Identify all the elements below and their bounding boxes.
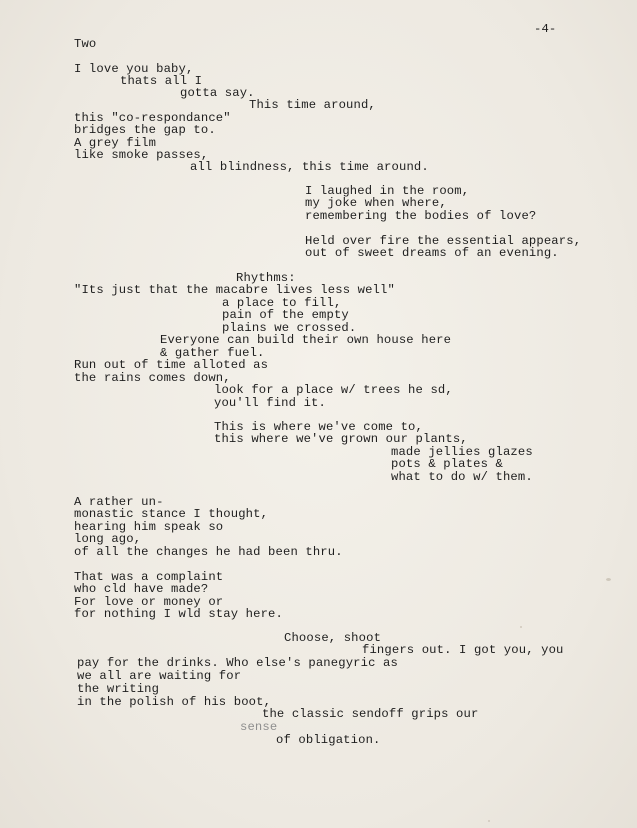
poem-line: who cld have made? <box>74 582 209 596</box>
poem-line: you'll find it. <box>214 396 326 410</box>
poem-line: Rhythms: <box>236 271 296 285</box>
poem-line: what to do w/ them. <box>391 470 533 484</box>
poem-line: of obligation. <box>276 733 381 747</box>
poem-line: a place to fill, <box>222 296 342 310</box>
poem-line: That was a complaint <box>74 570 224 584</box>
paper-speck <box>488 820 490 822</box>
poem-line: look for a place w/ trees he sd, <box>214 383 453 397</box>
poem-line: & gather fuel. <box>160 346 265 360</box>
poem-line: pain of the empty <box>222 308 349 322</box>
poem-line: my joke when where, <box>305 196 447 210</box>
poem-line: the classic sendoff grips our <box>262 707 479 721</box>
poem-line: all blindness, this time around. <box>190 160 429 174</box>
page-number: -4- <box>534 22 557 36</box>
poem-line: pay for the drinks. Who else's panegyric as <box>77 656 398 670</box>
poem-line: "Its just that the macabre lives less well" <box>74 283 395 297</box>
poem-line: I laughed in the room, <box>305 184 470 198</box>
poem-line: Run out of time alloted as <box>74 358 269 372</box>
poem-line: we all are waiting for <box>77 669 242 683</box>
poem-line: bridges the gap to. <box>74 123 216 137</box>
poem-line: long ago, <box>74 532 142 546</box>
poem-line: This is where we've come to, <box>214 420 423 434</box>
poem-line: the writing <box>77 682 160 696</box>
poem-line: for nothing I wld stay here. <box>74 607 283 621</box>
poem-line: made jellies glazes <box>391 445 533 459</box>
poem-title: Two <box>74 37 97 51</box>
poem-line: remembering the bodies of love? <box>305 209 537 223</box>
poem-line: This time around, <box>249 98 376 112</box>
poem-line: For love or money or <box>74 595 224 609</box>
poem-line: Held over fire the essential appears, <box>305 234 582 248</box>
poem-line: I love you baby, <box>74 62 194 76</box>
poem-line: sense <box>240 720 278 734</box>
poem-line: fingers out. I got you, you <box>362 643 564 657</box>
poem-line: gotta say. <box>180 86 255 100</box>
paper-speck <box>520 626 522 628</box>
paper-speck <box>606 578 611 581</box>
poem-line: Everyone can build their own house here <box>160 333 452 347</box>
poem-line: A grey film <box>74 136 157 150</box>
poem-line: like smoke passes, <box>74 148 209 162</box>
poem-line: monastic stance I thought, <box>74 507 269 521</box>
poem-line: Choose, shoot <box>284 631 382 645</box>
poem-line: out of sweet dreams of an evening. <box>305 246 559 260</box>
poem-line: thats all I <box>120 74 203 88</box>
poem-line: hearing him speak so <box>74 520 224 534</box>
poem-line: this "co-respondance" <box>74 111 231 125</box>
poem-line: plains we crossed. <box>222 321 357 335</box>
poem-line: pots & plates & <box>391 457 503 471</box>
poem-line: of all the changes he had been thru. <box>74 545 343 559</box>
poem-line: A rather un- <box>74 495 164 509</box>
poem-line: in the polish of his boot, <box>77 695 272 709</box>
poem-line: the rains comes down, <box>74 371 231 385</box>
poem-line: this where we've grown our plants, <box>214 432 468 446</box>
